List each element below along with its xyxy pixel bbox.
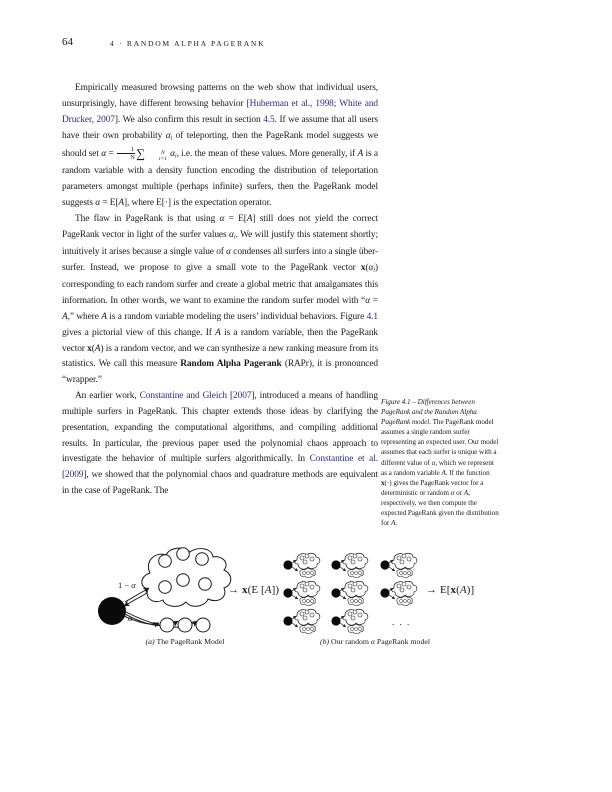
teleport-page-node xyxy=(178,618,192,632)
text-segment: (b) xyxy=(320,637,330,646)
text-segment: Empirically measured browsing patterns on the web show that individual users, unsurprisingly, have different browsing behavior [ xyxy=(62,83,378,109)
paragraph-3 xyxy=(62,389,378,500)
subfigure-a-caption xyxy=(85,637,285,646)
mini-surfer-model xyxy=(331,553,367,577)
web-page-node xyxy=(177,548,190,561)
text-segment: α xyxy=(95,197,101,208)
text-segment: → E[ xyxy=(426,584,451,596)
citation-link[interactable]: 4.1 xyxy=(366,311,378,322)
follow-link-arrow xyxy=(125,588,149,602)
text-segment: is a random variable, then the PageRank vector xyxy=(62,327,379,354)
text-segment: α xyxy=(450,488,455,497)
text-segment: ( xyxy=(365,262,369,273)
text-segment: , which we represent as a random variable xyxy=(381,458,494,477)
text-segment: A xyxy=(62,311,68,322)
text-segment: α xyxy=(128,613,133,623)
text-segment: The flaw in PageRank is that using xyxy=(75,213,220,224)
text-segment: Our random xyxy=(329,637,371,646)
text-segment: The PageRank Model xyxy=(154,637,225,646)
text-segment: ( xyxy=(91,343,95,354)
text-segment: N i=1 xyxy=(158,149,167,162)
text-segment: . xyxy=(395,519,398,528)
mini-surfer-model xyxy=(331,609,367,633)
web-page-node xyxy=(196,553,209,566)
text-segment: = xyxy=(370,296,378,307)
text-segment: α xyxy=(219,213,225,224)
ellipsis-label: . . . xyxy=(392,617,411,627)
alpha-label xyxy=(128,613,132,623)
text-segment: α xyxy=(226,246,231,257)
text-segment: $\frac{1}{N}$ xyxy=(117,146,135,161)
text-segment: gives a pictorial view of this change. If xyxy=(62,327,216,338)
text-segment: i xyxy=(373,266,375,274)
citation-link[interactable]: 2007 xyxy=(233,391,252,402)
citation-link[interactable]: Constantine et al. xyxy=(309,454,378,465)
text-segment: α xyxy=(368,262,374,273)
text-segment: ) is a random vector, and we can synthesize a new ranking measure from its statistics. We call this measure xyxy=(62,343,378,370)
subfigure-b-caption xyxy=(275,637,475,646)
text-segment: x xyxy=(360,262,366,273)
text-segment: ,” where xyxy=(67,311,102,322)
text-segment: i xyxy=(174,152,177,160)
expected-pagerank-formula xyxy=(228,584,279,596)
text-segment: ] still does not yield the correct PageRank vector in light of the surfer values xyxy=(62,213,379,240)
text-segment: . We will justify this statement shortly; intuitively it arises because a single value of xyxy=(62,229,378,257)
text-segment: ], introduced a means of handling multiple surfers in PageRank. This chapter extends those ideas by clarifying the presentation, expanding the computational algorithms, and compiling additional results. In particular, the previous paper used the polynomial chaos approach to investigate the behavior of multiple surfers algorithmically. In xyxy=(62,391,378,465)
text-segment: A xyxy=(441,468,446,477)
figure-4-1-margin-caption xyxy=(381,397,501,528)
text-segment: (RAPr), it is pronounced “wrapper.” xyxy=(62,359,379,386)
text-segment: An earlier work, xyxy=(75,391,140,402)
text-segment: α xyxy=(365,296,371,307)
page-number: 64 xyxy=(62,36,73,48)
web-page-node xyxy=(159,581,172,594)
mini-surfer-model xyxy=(380,553,416,577)
text-segment: α xyxy=(165,130,171,141)
text-segment: ], we showed that the polynomial chaos and quadrature methods are equivalent in the case of PageRank. The xyxy=(62,470,378,497)
text-segment: = E[ xyxy=(100,197,119,208)
one-minus-alpha-label xyxy=(118,580,136,590)
text-segment: (·) gives the PageRank vector for a deterministic or random xyxy=(381,478,484,497)
paragraph-1 xyxy=(62,81,378,212)
text-segment: = xyxy=(106,148,116,159)
text-segment: α xyxy=(167,148,175,159)
paragraph-2 xyxy=(62,212,378,389)
text-segment: α xyxy=(229,229,234,240)
text-segment: α xyxy=(431,458,436,467)
text-segment: is a random variable with a density function encoding the distribution of teleportation parameters amongst multiple (perhaps infinite) surfers, then the PageRank model suggests xyxy=(62,148,378,208)
text-segment: x xyxy=(87,343,92,354)
text-segment: = E[ xyxy=(224,213,247,224)
text-segment: ∑ xyxy=(136,146,145,161)
text-segment: or xyxy=(454,488,464,497)
return-link-arrow xyxy=(124,593,147,606)
mini-surfer-model xyxy=(283,609,319,633)
text-segment: i xyxy=(233,233,236,241)
text-segment: x xyxy=(381,478,385,487)
text-segment: (E [ xyxy=(247,584,265,596)
web-page-node xyxy=(199,578,212,591)
text-segment: A xyxy=(264,584,272,596)
text-segment: . If we assume that all users have their own probability xyxy=(62,114,378,141)
text-segment: x xyxy=(450,584,457,596)
text-segment: 1 − xyxy=(118,580,132,590)
text-segment: A xyxy=(246,213,253,224)
text-segment: (a) xyxy=(145,637,155,646)
random-surfer-node xyxy=(98,597,126,625)
text-segment: i xyxy=(170,134,173,142)
text-segment: )] xyxy=(466,584,475,596)
text-segment: α xyxy=(101,148,107,159)
web-page-node xyxy=(159,555,172,568)
text-segment: , respectively, we then compute the expected PageRank given the distribution for xyxy=(381,488,499,528)
text-segment: . If the function xyxy=(445,468,490,477)
web-page-node xyxy=(177,574,190,587)
text-segment: condenses all surfers into a single über-surfer. Instead, we propose to give a small vote to the PageRank vector xyxy=(62,246,378,273)
text-segment: [ xyxy=(227,391,234,402)
text-segment: ) corresponding to each random surfer and create a global metric that amalgamates this information. In other words, we want to examine the random surfer model with “ xyxy=(62,262,378,307)
text-segment: ]) xyxy=(271,584,280,596)
text-segment: A xyxy=(459,584,467,596)
text-segment: α xyxy=(131,580,136,590)
body-text-column xyxy=(62,81,378,500)
text-segment: A xyxy=(215,327,221,338)
expectation-of-pagerank-formula xyxy=(426,584,474,596)
text-segment: Random Alpha Pagerank xyxy=(180,359,282,370)
text-segment: of teleporting, then the PageRank model suggests we should set xyxy=(62,130,378,159)
text-segment: , i.e. the mean of these values. More generally, if xyxy=(176,148,358,159)
citation-link[interactable]: 4.5 xyxy=(263,114,275,125)
mini-surfer-model xyxy=(331,581,367,605)
mini-surfer-model xyxy=(283,581,319,605)
text-segment: A xyxy=(463,488,469,497)
teleport-page-node xyxy=(196,618,210,632)
text-segment: A xyxy=(390,519,396,528)
text-segment: A xyxy=(118,197,125,208)
text-segment: PageRank model xyxy=(374,637,430,646)
running-head: 4 · RANDOM ALPHA PAGERANK xyxy=(110,39,266,48)
citation-link[interactable]: Huberman et al., 1998; White and Drucker, 2007 xyxy=(62,98,378,125)
text-segment: → xyxy=(228,584,242,596)
mini-surfer-model xyxy=(283,553,319,577)
text-segment: x xyxy=(241,584,248,596)
text-segment: ], where E[·] is the expectation operator. xyxy=(124,197,272,208)
text-segment: A xyxy=(101,311,107,322)
teleport-page-node xyxy=(160,618,174,632)
text-segment: Figure 4.1 – Differences between PageRank and the Random Alpha PageRank model. xyxy=(381,398,477,427)
text-segment: A xyxy=(357,148,364,159)
citation-link[interactable]: Constantine and Gleich xyxy=(139,391,227,402)
text-segment: The PageRank model assumes a single random surfer representing an expected user. Our model assumes that each surfer is unique with a different value of xyxy=(381,418,499,467)
mini-surfer-model xyxy=(380,581,416,605)
text-segment: α xyxy=(370,637,375,646)
text-segment: [ xyxy=(62,470,66,481)
text-segment: ]. We also confirm this result in section xyxy=(114,114,264,125)
text-segment: is a random variable modeling the users’ individual behaviors. Figure xyxy=(106,311,367,322)
citation-link[interactable]: 2009 xyxy=(65,470,84,481)
text-segment: ( xyxy=(456,584,460,596)
text-segment: A xyxy=(94,343,101,354)
